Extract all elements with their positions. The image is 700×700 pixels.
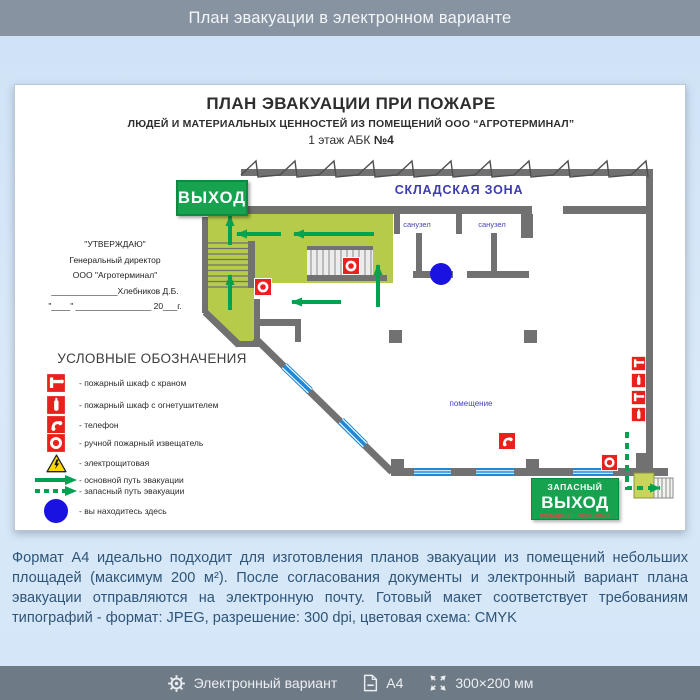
approval-line: ООО "Агротерминал"	[72, 270, 158, 280]
legend-item	[33, 453, 149, 473]
room-label: помещение	[449, 399, 493, 408]
you-are-here-dot	[33, 499, 79, 523]
title-bar	[0, 0, 700, 36]
legend-item	[33, 373, 186, 393]
legend	[33, 351, 271, 533]
legend-item	[33, 433, 203, 452]
wc-label: санузел	[478, 220, 506, 229]
legend-item	[33, 474, 184, 485]
electrical-room-icon	[33, 454, 79, 473]
plan-title-line3	[15, 133, 687, 147]
exit-sign	[176, 180, 248, 216]
you-are-here-dot	[430, 263, 452, 285]
reserve-evacuation-route-arrow	[33, 485, 79, 497]
plan-title-block	[15, 94, 687, 147]
legend-rows	[33, 368, 271, 533]
paper-size-label: A4	[386, 675, 404, 691]
fire-cabinet-extinguisher-icon	[631, 373, 645, 387]
fire-cabinet-extinguisher-icon	[631, 407, 645, 421]
manual-fire-alarm-icon	[33, 433, 79, 453]
storage-zone-label: СКЛАДСКАЯ ЗОНА	[394, 183, 524, 197]
legend-item	[33, 395, 218, 415]
description-paragraph: Формат А4 идеально подходит для изготовления планов эвакуации из помещений небольших площадей (максимум 200 м²). После согласования документы и электронный вариант плана эвакуации отправляются на электронную почту. Готовый макет соответствует требованиям типографий - формат: JPEG, разрешение: 300 dpi, цветовая схема: CMYK	[12, 550, 688, 626]
approval-signature-line: ______________Хлебников Д.Б.	[51, 285, 179, 296]
phone-icon	[499, 433, 516, 450]
windows	[282, 364, 613, 476]
plan-equipment-icons	[255, 258, 646, 471]
fire-escape-stairs	[634, 473, 673, 498]
legend-label: - электрощитовая	[79, 458, 150, 468]
fire-cabinet-extinguisher-icon	[33, 395, 79, 415]
building-number: №4	[373, 133, 394, 147]
plan-title-line2: ЛЮДЕЙ И МАТЕРИАЛЬНЫХ ЦЕННОСТЕЙ ИЗ ПОМЕЩЕНИЙ ООО “АГРОТЕРМИНАЛ”	[127, 118, 575, 130]
fire-cabinet-crane-icon	[33, 373, 79, 393]
document-icon	[363, 674, 378, 692]
legend-label: - пожарный шкаф с огнетушителем	[79, 400, 219, 410]
floor-label: 1 этаж АБК	[308, 133, 374, 147]
approval-line: Генеральный директор	[69, 254, 161, 265]
legend-item	[33, 415, 119, 434]
dimensions-label: 300×200 мм	[455, 675, 534, 691]
approval-block	[29, 237, 201, 315]
legend-heading: УСЛОВНЫЕ ОБОЗНАЧЕНИЯ	[57, 351, 247, 366]
emergency-exit-main-label: ВЫХОД	[541, 492, 609, 512]
approval-line: "УТВЕРЖДАЮ"	[84, 239, 146, 249]
dimensions-item	[429, 674, 533, 692]
plan-title-line1: ПЛАН ЭВАКУАЦИИ ПРИ ПОЖАРЕ	[206, 94, 496, 113]
exit-sign-label: ВЫХОД	[177, 188, 247, 207]
legend-label: - ручной пожарный извещатель	[79, 437, 204, 448]
manual-fire-alarm-icon	[255, 279, 272, 296]
fire-ladder-label: пожарная лестница	[539, 511, 611, 519]
info-bar	[0, 666, 700, 700]
phone-icon	[33, 415, 79, 435]
wc-label: санузел	[403, 220, 431, 229]
emergency-exit-sign	[531, 478, 619, 520]
fire-cabinet-crane-icon	[631, 390, 645, 404]
expand-icon	[429, 674, 447, 692]
format-variant-label: Электронный вариант	[193, 675, 338, 691]
page-title: План эвакуации в электронном варианте	[188, 8, 512, 27]
approval-date-line: "____" ________________ 20___г.	[48, 301, 182, 311]
manual-fire-alarm-icon	[343, 258, 360, 275]
legend-label: - телефон	[79, 419, 119, 430]
legend-item	[33, 485, 184, 496]
middle-staircase	[307, 250, 373, 275]
legend-label: - основной путь эвакуации	[79, 474, 184, 485]
emergency-exit-top-label: ЗАПАСНЫЙ	[547, 482, 603, 492]
paper-size-item	[363, 674, 403, 692]
legend-item	[33, 498, 167, 524]
manual-fire-alarm-icon	[601, 454, 617, 470]
legend-label: - вы находитесь здесь	[79, 506, 167, 516]
format-variant-item	[167, 674, 338, 693]
fire-cabinet-crane-icon	[631, 356, 645, 370]
legend-label: - запасный путь эвакуации	[79, 485, 185, 496]
evacuation-plan-card	[14, 84, 686, 531]
legend-label: - пожарный шкаф с краном	[79, 378, 187, 388]
gear-icon	[167, 674, 186, 693]
